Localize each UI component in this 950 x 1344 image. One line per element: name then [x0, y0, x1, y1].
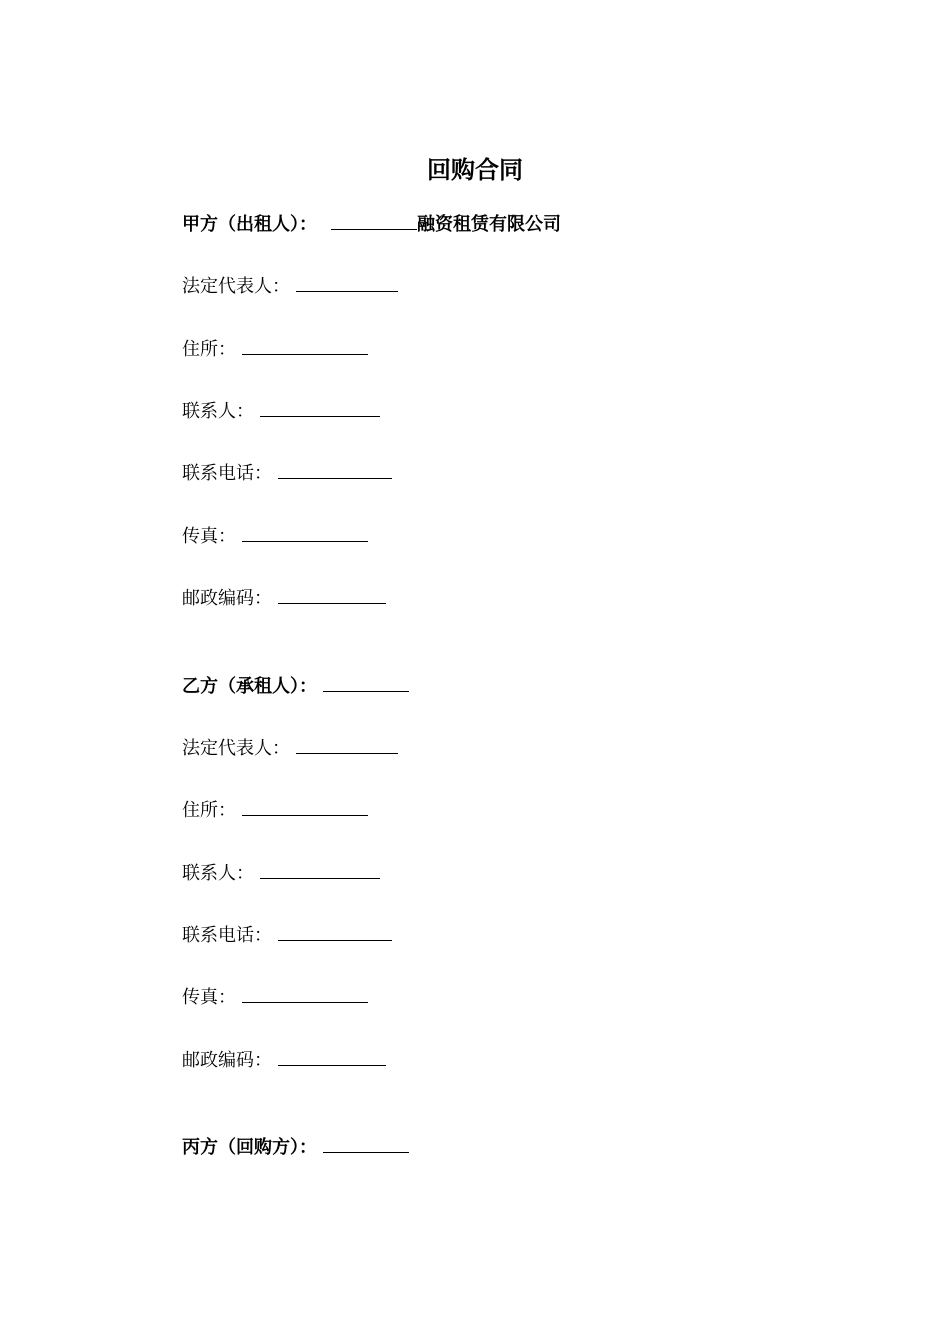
field-blank — [278, 922, 392, 941]
party-a-contact — [182, 398, 380, 424]
party-a-line — [182, 211, 561, 237]
party-a-company-suffix: 融资租赁有限公司 — [417, 214, 561, 235]
field-label: 住所： — [182, 339, 236, 360]
party-c-blank — [323, 1134, 409, 1153]
party-b-address — [182, 797, 368, 823]
field-label: 联系人： — [182, 863, 254, 884]
field-blank — [278, 1047, 386, 1066]
party-c-line — [182, 1134, 409, 1160]
field-blank — [242, 797, 368, 816]
party-a-legal-rep — [182, 273, 398, 299]
party-b-line — [182, 673, 409, 699]
field-blank — [260, 860, 380, 879]
field-label: 住所： — [182, 800, 236, 821]
party-b-legal-rep — [182, 735, 398, 761]
field-label: 联系人： — [182, 401, 254, 422]
field-label: 邮政编码： — [182, 588, 272, 609]
field-blank — [296, 273, 398, 292]
field-blank — [278, 585, 386, 604]
field-blank — [278, 460, 392, 479]
field-label: 联系电话： — [182, 463, 272, 484]
party-a-company-blank — [331, 211, 417, 230]
party-a-postcode — [182, 585, 386, 611]
field-label: 法定代表人： — [182, 276, 290, 297]
party-a-fax — [182, 523, 368, 549]
document-title: 回购合同 — [427, 156, 523, 184]
field-blank — [242, 523, 368, 542]
party-a-phone — [182, 460, 392, 486]
field-blank — [260, 398, 380, 417]
party-c-label: 丙方（回购方）： — [182, 1137, 317, 1158]
field-label: 传真： — [182, 526, 236, 547]
party-b-label: 乙方（承租人）： — [182, 676, 317, 697]
field-label: 邮政编码： — [182, 1050, 272, 1071]
field-label: 法定代表人： — [182, 738, 290, 759]
field-label: 联系电话： — [182, 925, 272, 946]
field-blank — [242, 984, 368, 1003]
field-blank — [296, 735, 398, 754]
field-blank — [242, 336, 368, 355]
party-b-postcode — [182, 1047, 386, 1073]
party-b-contact — [182, 860, 380, 886]
party-a-address — [182, 336, 368, 362]
field-label: 传真： — [182, 987, 236, 1008]
party-b-fax — [182, 984, 368, 1010]
party-a-label: 甲方（出租人）： — [182, 214, 317, 235]
party-b-phone — [182, 922, 392, 948]
party-b-blank — [323, 673, 409, 692]
